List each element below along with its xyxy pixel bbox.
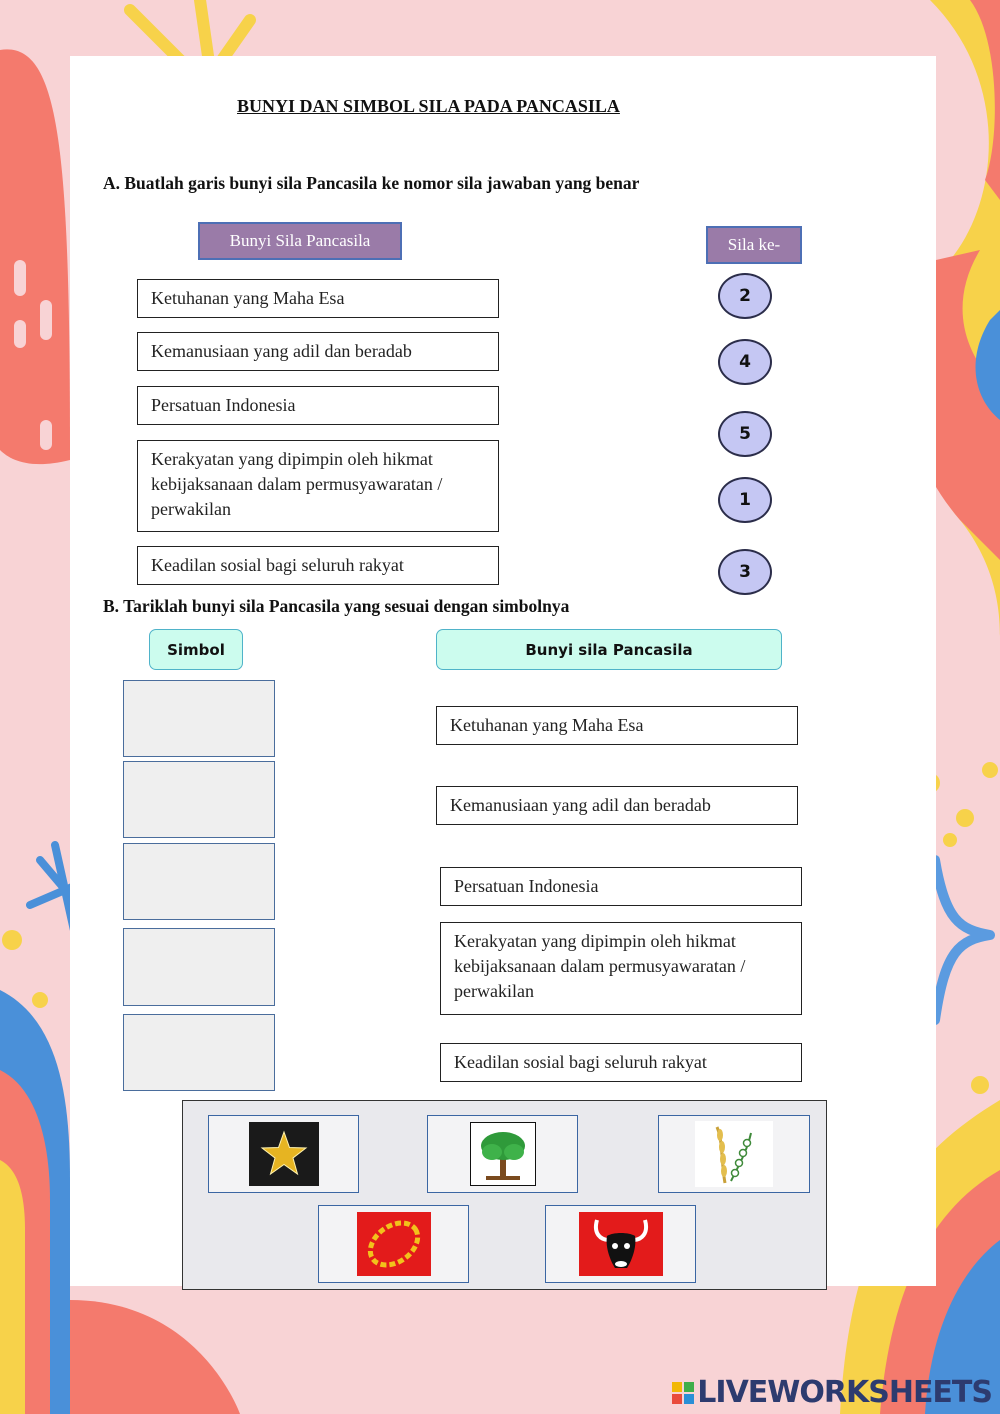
sila-ke-header: Sila ke- [706, 226, 802, 264]
sila-a-1[interactable]: Ketuhanan yang Maha Esa [137, 279, 499, 318]
liveworksheets-logo [672, 1375, 992, 1410]
section-a-heading: A. Buatlah garis bunyi sila Pancasila ke nomor sila jawaban yang benar [103, 173, 640, 193]
symbol-dropzone-1[interactable] [123, 680, 275, 757]
banyan-tree-icon [470, 1122, 536, 1186]
sila-b-3[interactable]: Persatuan Indonesia [440, 867, 802, 906]
bunyi-sila-header: Bunyi Sila Pancasila [198, 222, 402, 260]
number-circle-4[interactable]: 4 [718, 339, 772, 385]
bull-head-icon [579, 1212, 663, 1276]
draggable-star-symbol[interactable] [208, 1115, 359, 1193]
draggable-banyan-tree-symbol[interactable] [427, 1115, 578, 1193]
brand-text: LIVEWORKSHEETS [697, 1375, 992, 1410]
section-b-heading: B. Tariklah bunyi sila Pancasila yang sesuai dengan simbolnya [103, 596, 570, 616]
number-circle-5[interactable]: 5 [718, 411, 772, 457]
number-circle-1[interactable]: 1 [718, 477, 772, 523]
symbol-dropzone-2[interactable] [123, 761, 275, 838]
draggable-rice-cotton-symbol[interactable] [658, 1115, 810, 1193]
symbol-dropzone-5[interactable] [123, 1014, 275, 1091]
symbol-dropzone-4[interactable] [123, 928, 275, 1006]
draggable-chain-symbol[interactable] [318, 1205, 469, 1283]
logo-blocks-icon [672, 1377, 694, 1399]
sila-a-3[interactable]: Persatuan Indonesia [137, 386, 499, 425]
number-circle-3[interactable]: 3 [718, 549, 772, 595]
draggable-bull-head-symbol[interactable] [545, 1205, 696, 1283]
sila-a-5[interactable]: Keadilan sosial bagi seluruh rakyat [137, 546, 499, 585]
number-circle-2[interactable]: 2 [718, 273, 772, 319]
sila-b-1[interactable]: Ketuhanan yang Maha Esa [436, 706, 798, 745]
chain-icon [357, 1212, 431, 1276]
sila-b-5[interactable]: Keadilan sosial bagi seluruh rakyat [440, 1043, 802, 1082]
bunyi-sila-pancasila-header: Bunyi sila Pancasila [436, 629, 782, 670]
rice-cotton-icon [695, 1121, 773, 1187]
page-title: BUNYI DAN SIMBOL SILA PADA PANCASILA [237, 96, 620, 116]
star-icon [249, 1122, 319, 1186]
sila-b-4[interactable]: Kerakyatan yang dipimpin oleh hikmat kebijaksanaan dalam permusyawaratan / perwakilan [440, 922, 802, 1015]
simbol-header: Simbol [149, 629, 243, 670]
sila-a-4[interactable]: Kerakyatan yang dipimpin oleh hikmat kebijaksanaan dalam permusyawaratan / perwakilan [137, 440, 499, 532]
sila-a-2[interactable]: Kemanusiaan yang adil dan beradab [137, 332, 499, 371]
sila-b-2[interactable]: Kemanusiaan yang adil dan beradab [436, 786, 798, 825]
symbol-dropzone-3[interactable] [123, 843, 275, 920]
